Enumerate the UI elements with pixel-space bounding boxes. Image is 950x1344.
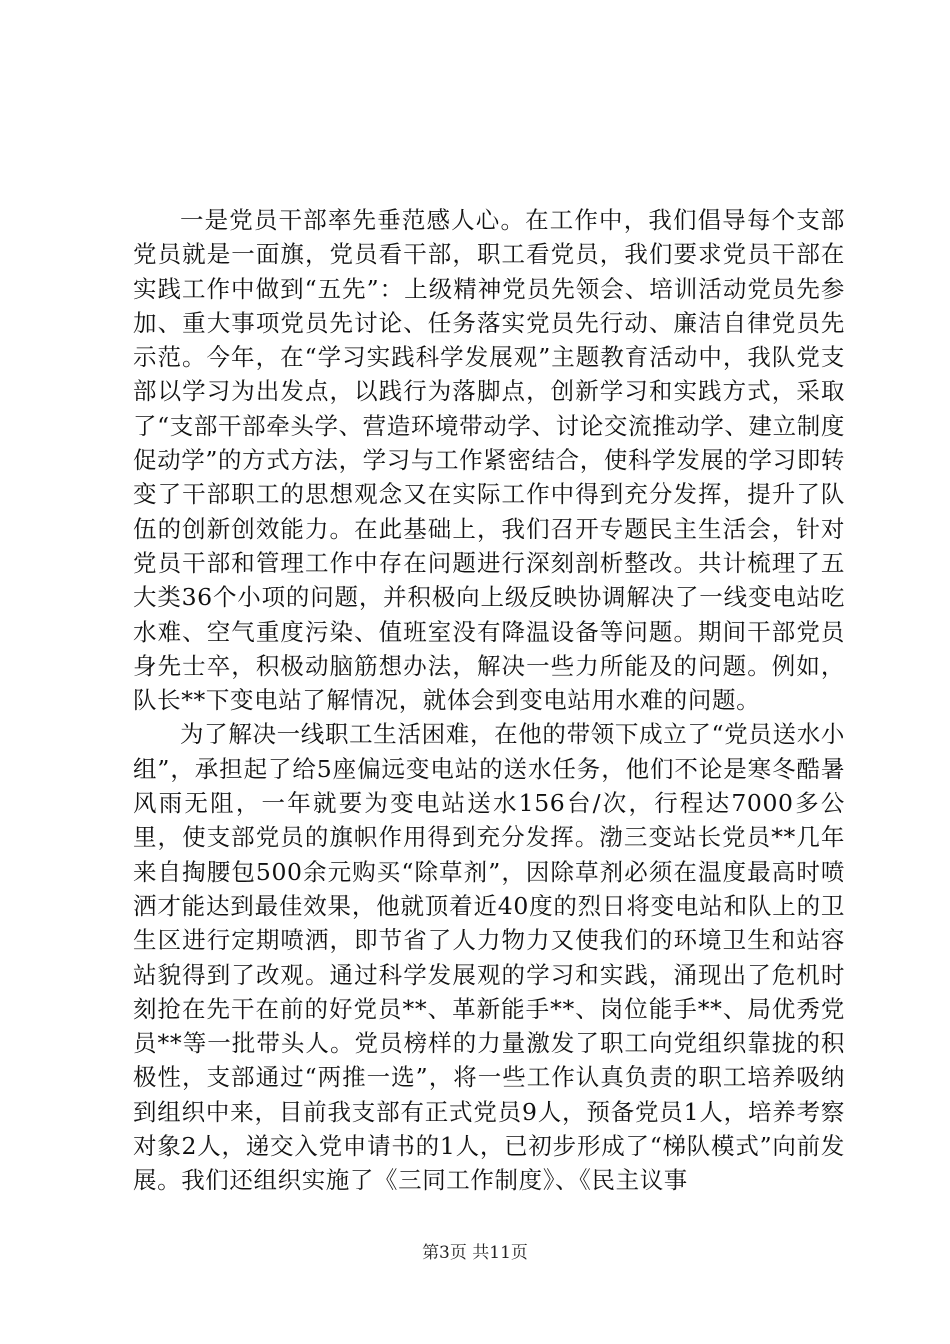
paragraph: 一是党员干部率先垂范感人心。在工作中，我们倡导每个支部党员就是一面旗，党员看干部，职工看党员，我们要求党员干部在实践工作中做到“五先”：上级精神党员先领会、培训活动党员先参加、重大事项党员先讨论、任务落实党员先行动、廉洁自律党员先示范。今年，在“学习实践科学发展观”主题教育活动中，我队党支部以学习为出发点，以践行为落脚点，创新学习和实践方式，采取了“支部干部牵头学、营造环境带动学、讨论交流推动学、建立制度促动学”的方式方法，学习与工作紧密结合，使科学发展的学习即转变了干部职工的思想观念又在实际工作中得到充分发挥，提升了队伍的创新创效能力。在此基础上，我们召开专题民主生活会，针对党员干部和管理工作中存在问题进行深刻剖析整改。共计梳理了五大类36个小项的问题，并积极向上级反映协调解决了一线变电站吃水难、空气重度污染、值班室没有降温设备等问题。期间干部党员身先士卒，积极动脑筋想办法，解决一些力所能及的问题。例如，队长**下变电站了解情况，就体会到变电站用水难的问题。 bbox=[133, 206, 845, 715]
paragraph: 为了解决一线职工生活困难，在他的带领下成立了“党员送水小组”，承担起了给5座偏远变电站的送水任务，他们不论是寒冬酷暑风雨无阻，一年就要为变电站送水156台/次，行程达7000多公里，使支部党员的旗帜作用得到充分发挥。渤三变站长党员**几年来自掏腰包500余元购买“除草剂”，因除草剂必须在温度最高时喷洒才能达到最佳效果，他就顶着近40度的烈日将变电站和队上的卫生区进行定期喷洒，即节省了人力物力又使我们的环境卫生和站容站貌得到了改观。通过科学发展观的学习和实践，涌现出了危机时刻抢在先干在前的好党员**、革新能手**、岗位能手**、局优秀党员**等一批带头人。党员榜样的力量激发了职工向党组织靠拢的积极性，支部通过“两推一选”，将一些工作认真负责的职工培养吸纳到组织中来，目前我支部有正式党员9人，预备党员1人，培养考察对象2人，递交入党申请书的1人，已初步形成了“梯队模式”向前发展。我们还组织实施了《三同工作制度》、《民主议事 bbox=[133, 720, 845, 1195]
body-text bbox=[133, 203, 845, 1198]
page-footer: 第3页 共11页 bbox=[422, 1243, 528, 1263]
